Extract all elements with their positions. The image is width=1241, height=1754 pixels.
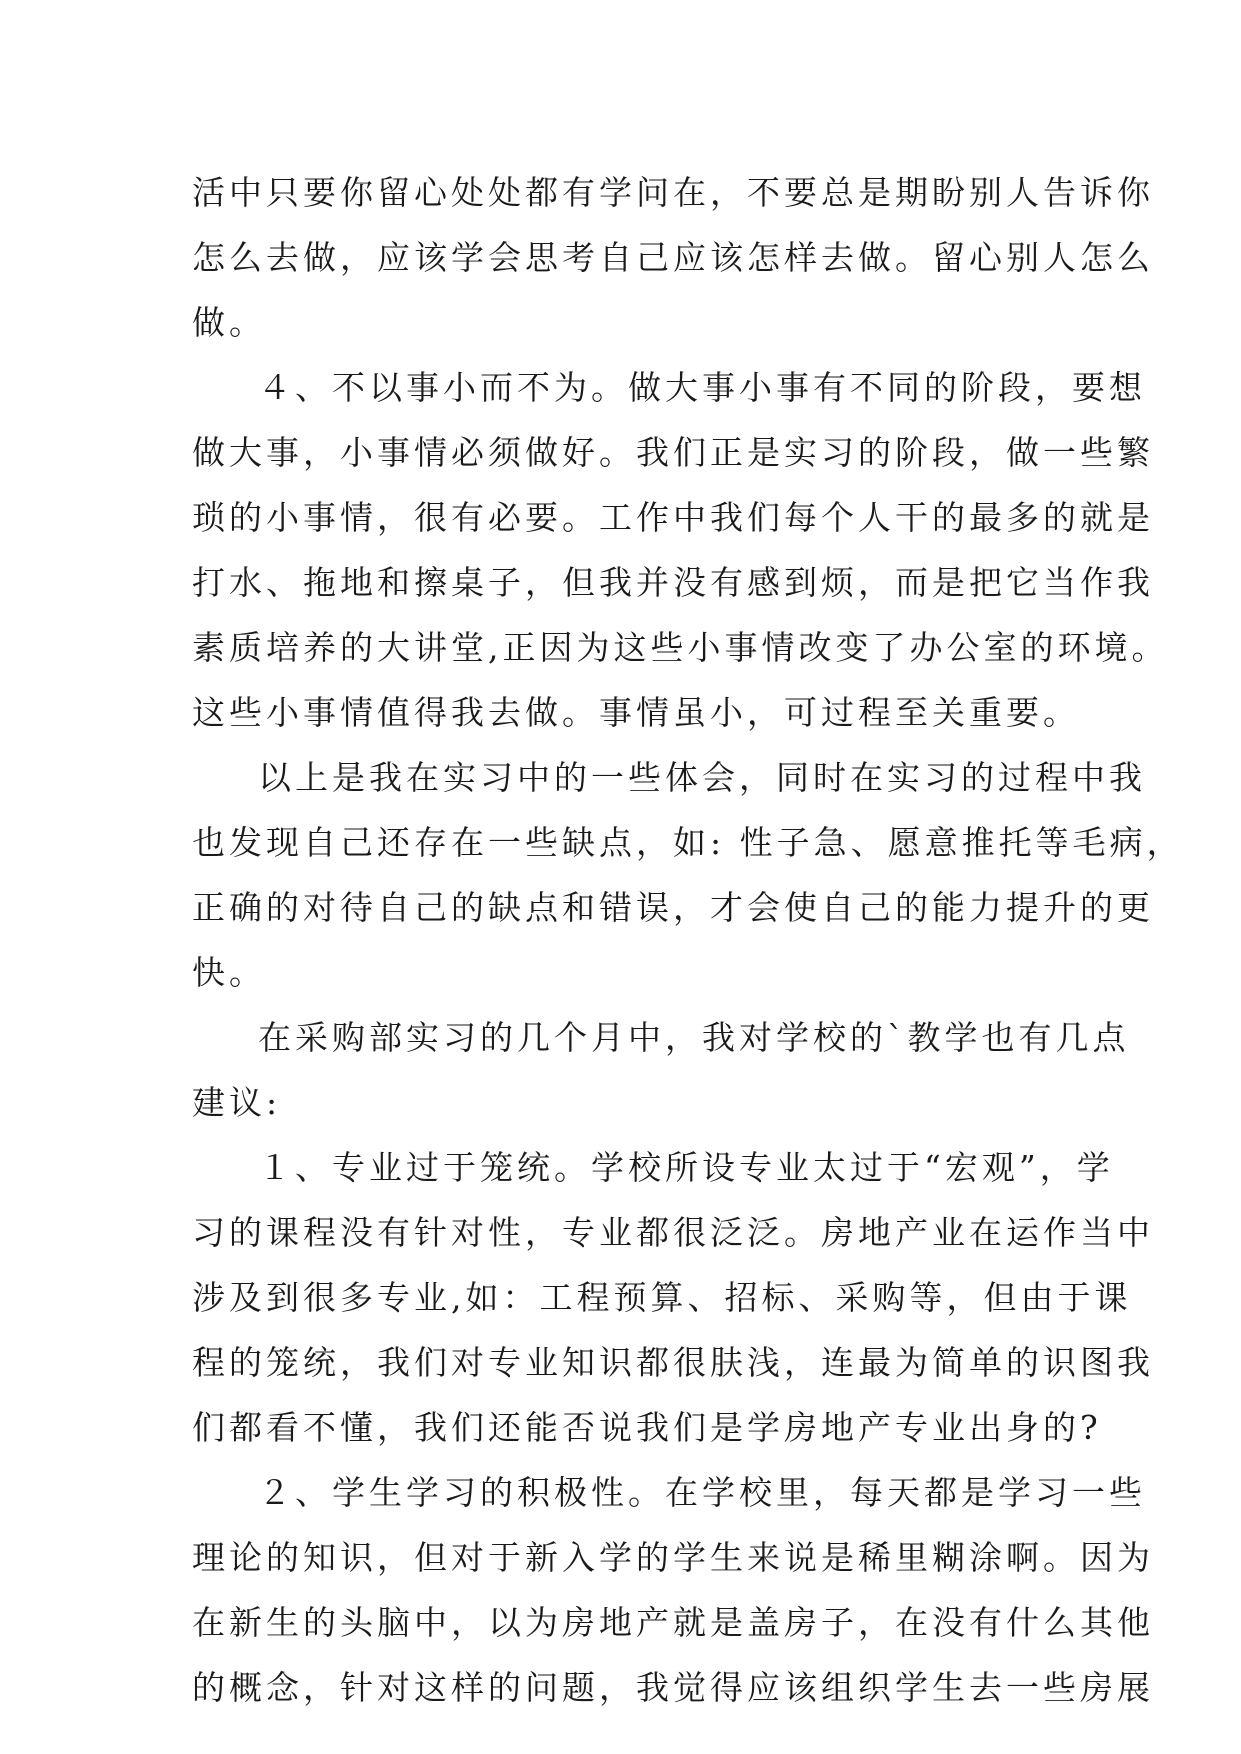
text-line: 做。 xyxy=(192,303,266,342)
text-line: 这些小事情值得我去做。事情虽小，可过程至关重要。 xyxy=(192,693,1080,732)
text-line: 理论的知识，但对于新入学的学生来说是稀里糊涂啊。因为 xyxy=(192,1538,1154,1577)
text-line: 程的笼统，我们对专业知识都很肤浅，连最为简单的识图我 xyxy=(192,1343,1154,1382)
text-line: 的概念，针对这样的问题，我觉得应该组织学生去一些房展 xyxy=(192,1668,1154,1707)
text-line: 们都看不懂，我们还能否说我们是学房地产专业出身的? xyxy=(192,1408,1102,1447)
text-line: 做大事，小事情必须做好。我们正是实习的阶段，做一些繁 xyxy=(192,433,1154,472)
text-line: 素质培养的大讲堂,正因为这些小事情改变了办公室的环境。 xyxy=(192,628,1169,667)
paragraph-start-line: １、专业过于笼统。学校所设专业太过于“宏观”，学 xyxy=(258,1148,1114,1187)
text-line: 活中只要你留心处处都有学问在，不要总是期盼别人告诉你 xyxy=(192,173,1154,212)
paragraph-start-line: ４、不以事小而不为。做大事小事有不同的阶段，要想 xyxy=(258,368,1146,407)
paragraph-start-line: ２、学生学习的积极性。在学校里，每天都是学习一些 xyxy=(258,1473,1146,1512)
text-line: 涉及到很多专业,如：工程预算、招标、采购等，但由于课 xyxy=(192,1278,1132,1317)
text-line: 快。 xyxy=(192,953,266,992)
text-line: 琐的小事情，很有必要。工作中我们每个人干的最多的就是 xyxy=(192,498,1154,537)
text-line: 打水、拖地和擦桌子，但我并没有感到烦，而是把它当作我 xyxy=(192,563,1154,602)
body-text xyxy=(192,160,1184,1720)
text-line: 怎么去做，应该学会思考自己应该怎样去做。留心别人怎么 xyxy=(192,238,1154,277)
text-line: 在新生的头脑中，以为房地产就是盖房子，在没有什么其他 xyxy=(192,1603,1154,1642)
text-line: 也发现自己还存在一些缺点，如: 性子急、愿意推托等毛病， xyxy=(192,823,1184,862)
paragraph-start-line: 以上是我在实习中的一些体会，同时在实习的过程中我 xyxy=(258,758,1146,797)
text-line: 正确的对待自己的缺点和错误，才会使自己的能力提升的更 xyxy=(192,888,1154,927)
text-line: 习的课程没有针对性，专业都很泛泛。房地产业在运作当中 xyxy=(192,1213,1154,1252)
paragraph-start-line: 在采购部实习的几个月中，我对学校的`教学也有几点 xyxy=(258,1018,1130,1057)
text-line: 建议: xyxy=(192,1083,282,1122)
